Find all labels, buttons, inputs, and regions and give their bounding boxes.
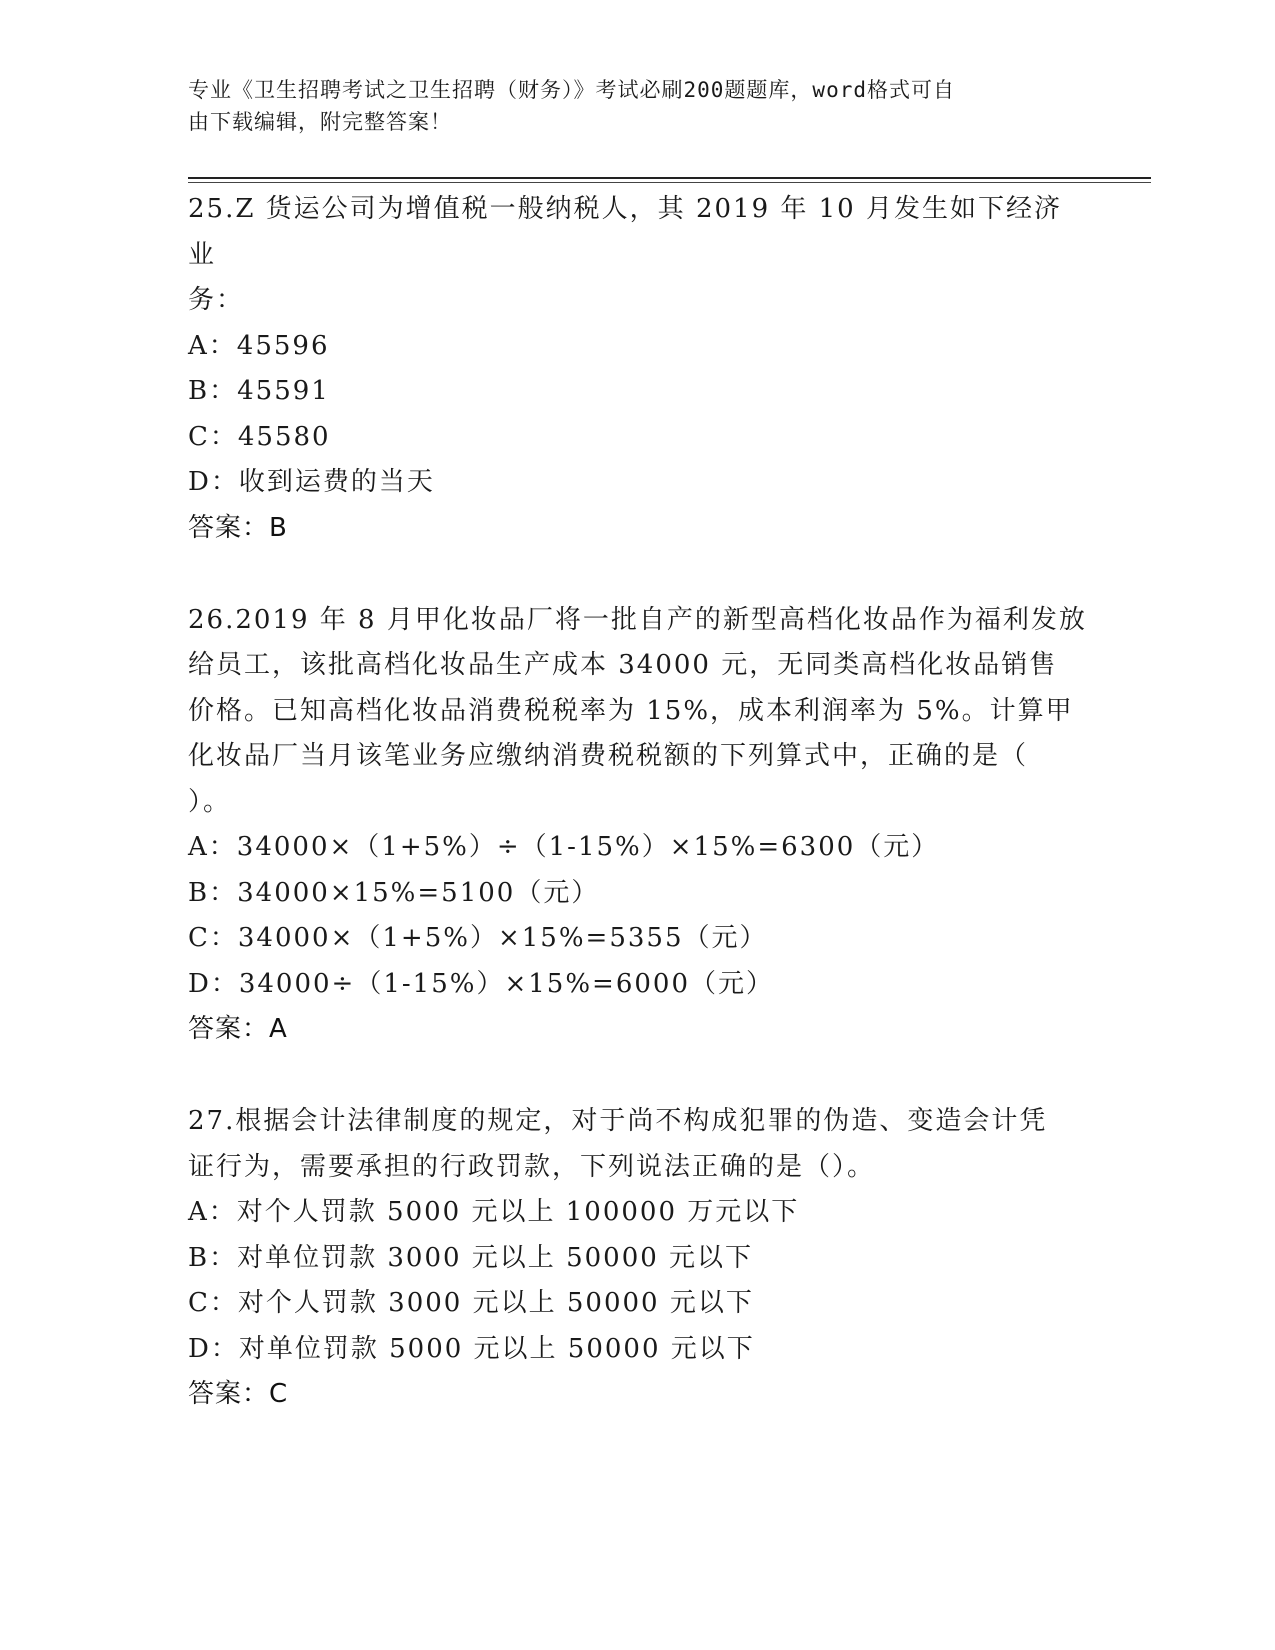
option-d: D：34000÷（1-15%）×15%=6000（元） (188, 968, 774, 999)
question-27 (188, 1099, 1088, 1416)
answer: 答案：B (188, 512, 288, 543)
document-header (188, 74, 1068, 138)
option-b: B：34000×15%=5100（元） (188, 877, 600, 908)
option-c: C：45580 (188, 421, 331, 452)
question-list (188, 187, 1088, 1464)
question-stem-line: 25.Z 货运公司为增值税一般纳税人，其 2019 年 10 月发生如下经济业 (188, 194, 1062, 270)
question-stem-line: 化妆品厂当月该笔业务应缴纳消费税税额的下列算式中，正确的是（ (188, 741, 1029, 771)
header-line-1: 专业《卫生招聘考试之卫生招聘（财务）》考试必刷200题题库，word格式可自 (188, 78, 955, 102)
header-line-2: 由下载编辑，附完整答案！ (188, 110, 452, 134)
question-stem-line: 务： (188, 285, 245, 315)
question-stem-line: 给员工，该批高档化妆品生产成本 34000 元，无同类高档化妆品销售 (188, 650, 1058, 680)
header-divider-thin (188, 182, 1151, 183)
option-a: A：45596 (188, 330, 330, 361)
option-c: C：34000×（1+5%）×15%=5355（元） (188, 923, 768, 953)
question-stem-line: 27.根据会计法律制度的规定，对于尚不构成犯罪的伪造、变造会计凭 (188, 1106, 1048, 1136)
option-c: C：对个人罚款 3000 元以上 50000 元以下 (188, 1288, 754, 1318)
header-divider-thick (188, 177, 1151, 179)
answer: 答案：A (188, 1014, 288, 1044)
question-25 (188, 187, 1088, 550)
question-26 (188, 598, 1088, 1052)
option-a: A：对个人罚款 5000 元以上 100000 万元以下 (188, 1197, 800, 1227)
option-b: B：对单位罚款 3000 元以上 50000 元以下 (188, 1242, 754, 1273)
question-stem-line: 价格。已知高档化妆品消费税税率为 15%，成本利润率为 5%。计算甲 (188, 695, 1074, 726)
option-b: B：45591 (188, 376, 330, 406)
question-stem-line: 证行为，需要承担的行政罚款，下列说法正确的是（）。 (188, 1151, 876, 1182)
option-d: D：对单位罚款 5000 元以上 50000 元以下 (188, 1333, 755, 1364)
answer: 答案：C (188, 1379, 289, 1409)
option-d: D：收到运费的当天 (188, 467, 435, 497)
question-stem-line: ）。 (188, 786, 232, 817)
option-a: A：34000×（1+5%）÷（1-15%）×15%=6300（元） (188, 832, 940, 862)
question-stem-line: 26.2019 年 8 月甲化妆品厂将一批自产的新型高档化妆品作为福利发放 (188, 604, 1087, 635)
